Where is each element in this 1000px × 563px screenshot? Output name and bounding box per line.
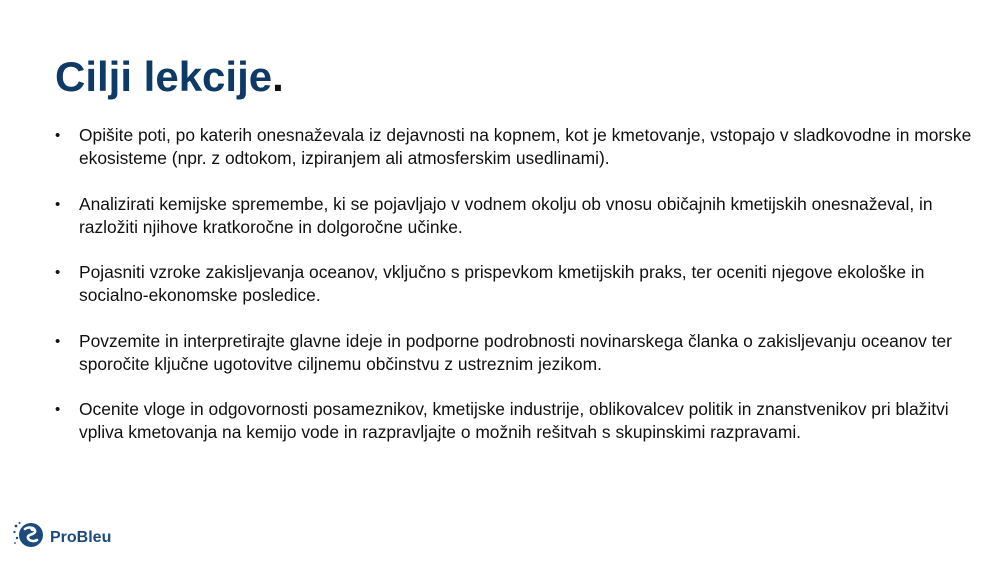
probleu-logo (12, 520, 111, 555)
objective-text: Povzemite in interpretirajte glavne ideje in podporne podrobnosti novinarskega članka o zakisljevanju oceanov ter sporočite ključne ugotovitve ciljnemu občinstvu z ustreznim jezikom. (79, 330, 952, 374)
slide-title-text: Cilji lekcije (55, 53, 273, 100)
objective-text: Ocenite vloge in odgovornosti posameznikov, kmetijske industrije, oblikovalcev politik in znanstvenikov pri blažitvi vpliva kmetovanja na kemijo vode in razpravljajte o možnih rešitvah s skupinskimi razpravami. (79, 399, 949, 442)
bullet-icon: • (55, 401, 61, 418)
objective-item (55, 330, 975, 376)
bullet-icon: • (55, 332, 61, 350)
slide-title (55, 54, 284, 100)
objective-item (55, 124, 975, 170)
probleu-logo-icon (12, 520, 44, 555)
bullet-icon: • (55, 127, 61, 144)
bullet-icon: • (55, 264, 61, 281)
slide-title-period: . (272, 53, 284, 100)
bullet-icon: • (55, 195, 61, 213)
objective-text: Opišite poti, po katerih onesnaževala iz dejavnosti na kopnem, kot je kmetovanje, vstopajo v sladkovodne in morske ekosisteme (npr. z odtokom, izpiranjem ali atmosferskim usedlinami). (79, 125, 972, 168)
objective-text: Pojasniti vzroke zakisljevanja oceanov, vključno s prispevkom kmetijskih praks, ter oceniti njegove ekološke in socialno-ekonomske posledice. (79, 262, 925, 305)
objective-text: Analizirati kemijske spremembe, ki se pojavljajo v vodnem okolju ob vnosu običajnih kmetijskih onesnaževal, in razložiti njihove kratkoročne in dolgoročne učinke. (79, 193, 933, 237)
objective-item (55, 261, 975, 307)
probleu-logo-text: ProBleu (50, 528, 112, 546)
objective-item (55, 398, 975, 444)
objective-item (55, 193, 975, 239)
objectives-list (55, 124, 975, 467)
